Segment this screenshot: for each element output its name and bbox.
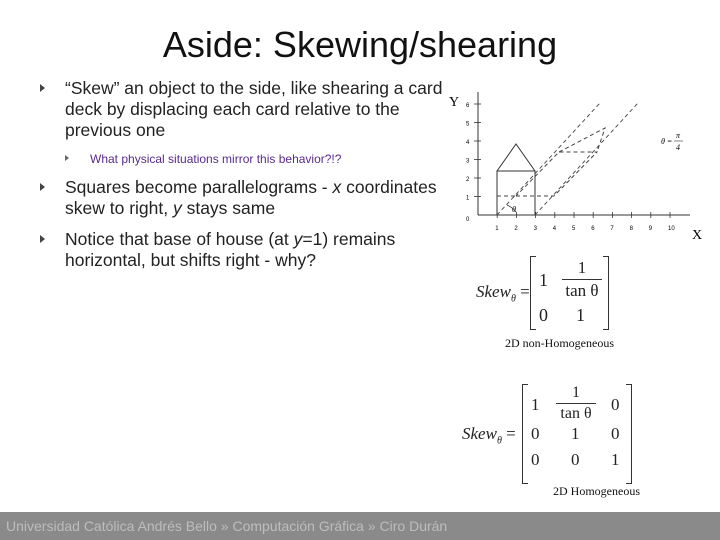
skew-guide-lines: [497, 103, 638, 215]
y-tick-label: 4: [466, 140, 470, 146]
caption-non-homogeneous: 2D non-Homogeneous: [505, 336, 614, 350]
matrix-right-bracket: [626, 384, 632, 484]
y-tick-label: 3: [466, 158, 470, 165]
x-tick-label: 9: [648, 226, 653, 232]
x-tick-label: 4: [552, 226, 557, 232]
matrix-cell: 1: [531, 395, 540, 414]
x-tick-label: 3: [533, 226, 537, 232]
matrix-cell: 1: [539, 270, 548, 290]
y-tick-label: 2: [466, 177, 470, 183]
x-tick-label: 1: [495, 226, 499, 232]
matrix-left-bracket: [522, 384, 528, 484]
var-x: x: [332, 177, 342, 197]
x-tick-label: 8: [629, 226, 633, 232]
y-tick-label: 1: [466, 195, 470, 202]
var-y: y: [293, 229, 303, 249]
matrix-cell: 1: [576, 305, 585, 325]
matrix-cell: 1: [611, 450, 620, 469]
bullet-squares-text-3: stays same: [181, 198, 276, 218]
matrix-cell: 1: [571, 424, 580, 443]
x-tick-label: 10: [668, 226, 675, 232]
skewed-house-shape: [516, 128, 605, 196]
matrix-cell: 0: [531, 450, 540, 469]
matrix-left-bracket: [530, 256, 536, 330]
x-axis-label: X: [692, 228, 703, 243]
theta-label: θ: [512, 205, 516, 214]
skew-graph: [0, 0, 720, 260]
matrix-right-bracket: [603, 256, 609, 330]
x-tick-label: 6: [591, 226, 595, 232]
y-ticks: [466, 103, 481, 223]
bullet-house-text-1: Notice that base of house (at: [65, 229, 294, 249]
slide-title: Aside: Skewing/shearing: [162, 24, 558, 65]
var-y: y: [172, 198, 182, 218]
bullet-skew-text: “Skew” an object to the side, like shearing a card deck by displacing each card relative to the previous one: [65, 78, 443, 140]
caption-homogeneous: 2D Homogeneous: [553, 484, 640, 498]
footer-text: Universidad Católica Andrés Bello » Computación Gráfica » Ciro Durán: [6, 518, 448, 534]
bullet-house-text-2: =1) remains horizontal, but shifts right - why?: [65, 229, 396, 270]
x-tick-label: 2: [514, 226, 518, 232]
matrix-lhs: Skew$_\theta$ =: [476, 282, 530, 305]
svg-text:θ =: θ =: [661, 137, 673, 146]
y-tick-label: 6: [466, 103, 470, 109]
matrix-cell: 0: [611, 424, 620, 443]
house-shape: [497, 144, 535, 215]
y-tick-label: 0: [466, 217, 470, 223]
theta-equation: [661, 131, 683, 152]
matrix-fraction: 1 tan θ: [556, 384, 596, 423]
svg-text:4: 4: [676, 143, 680, 152]
matrix-fraction: 1 tan θ: [562, 258, 602, 301]
y-axis-label: Y: [449, 95, 460, 110]
bullet-squares-text-1: Squares become parallelograms -: [65, 177, 333, 197]
bullet-squares-text-2: coordinates skew to right,: [65, 177, 437, 218]
x-tick-label: 7: [610, 226, 614, 232]
y-tick-label: 5: [466, 121, 470, 128]
footer-bar: [0, 512, 720, 540]
matrix-cell: 0: [611, 395, 620, 414]
matrix-lhs: Skew$_\theta$ =: [462, 424, 516, 447]
matrix-cell: 0: [539, 305, 548, 325]
matrix-cell: 0: [531, 424, 540, 443]
sub-bullet-text: What physical situations mirror this behavior?!?: [90, 152, 342, 166]
x-tick-label: 5: [572, 226, 576, 232]
svg-text:π: π: [675, 131, 681, 140]
matrix-cell: 0: [571, 450, 580, 469]
